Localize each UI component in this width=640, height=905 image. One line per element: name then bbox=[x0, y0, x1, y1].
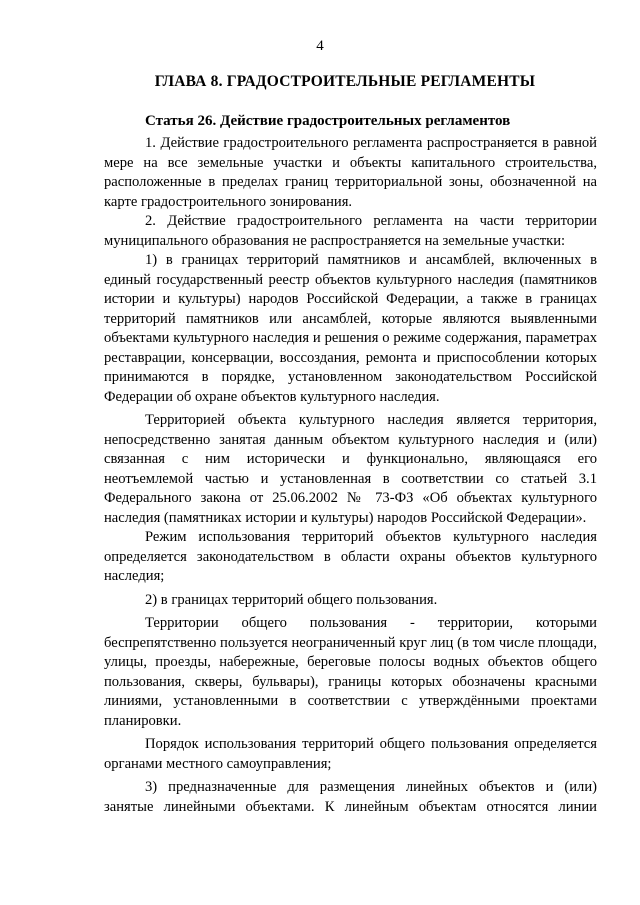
paragraph: Территории общего пользования - территории, которыми беспрепятственно пользуется неограниченный круг лиц (в том числе площади, улицы, проезды, набережные, береговые полосы водных объектов общего пользования, скверы, бульвары), границы которых обозначены красными линиями, установленными в соответствии с утверждёнными проектами планировки. bbox=[104, 615, 597, 729]
paragraph: Порядок использования территорий общего пользования определяется органами местного самоуправления; bbox=[104, 736, 597, 772]
paragraph: 1) в границах территорий памятников и ансамблей, включенных в единый государственный реестр объектов культурного наследия (памятников истории и культуры) народов Российской Федерации, а также в границах территорий памятников или ансамблей, которые являются выявленными объектами культурного наследия и решения о режиме содержания, параметрах реставрации, консервации, воссоздания, ремонта и приспособлении которых принимаются в порядке, установленном законодательством Российской Федерации об охране объектов культурного наследия. bbox=[104, 252, 597, 405]
paragraph: 1. Действие градостроительного регламента распространяется в равной мере на все земельные участки и объекты капитального строительства, расположенные в пределах границ территориальной зоны, обозначенной на карте градостроительного зонирования. bbox=[104, 135, 597, 210]
page-number: 4 bbox=[316, 38, 324, 54]
paragraph: 2. Действие градостроительного регламента на части территории муниципального образования не распространяется на земельные участки: bbox=[104, 213, 597, 249]
chapter-title: ГЛАВА 8. ГРАДОСТРОИТЕЛЬНЫЕ РЕГЛАМЕНТЫ bbox=[154, 73, 536, 90]
paragraph: Режим использования территорий объектов культурного наследия определяется законодательством в области охраны объектов культурного наследия; bbox=[104, 529, 597, 584]
paragraph: Территорией объекта культурного наследия является территория, непосредственно занятая данным объектом культурного наследия и (или) связанная с ним исторически и функционально, являющаяся его неотъемлемой частью и установленная в соответствии со статьей 3.1 Федерального закона от 25.06.2002 № 73-ФЗ «Об объектах культурного наследия (памятниках истории и культуры) народов Российской Федерации». bbox=[104, 412, 597, 526]
document-body bbox=[104, 134, 597, 817]
paragraph: 3) предназначенные для размещения линейных объектов и (или) занятые линейными объектами. К линейным объектам относятся линии bbox=[104, 779, 597, 815]
article-title: Статья 26. Действие градостроительных регламентов bbox=[145, 113, 511, 129]
paragraph: 2) в границах территорий общего пользования. bbox=[145, 591, 438, 608]
